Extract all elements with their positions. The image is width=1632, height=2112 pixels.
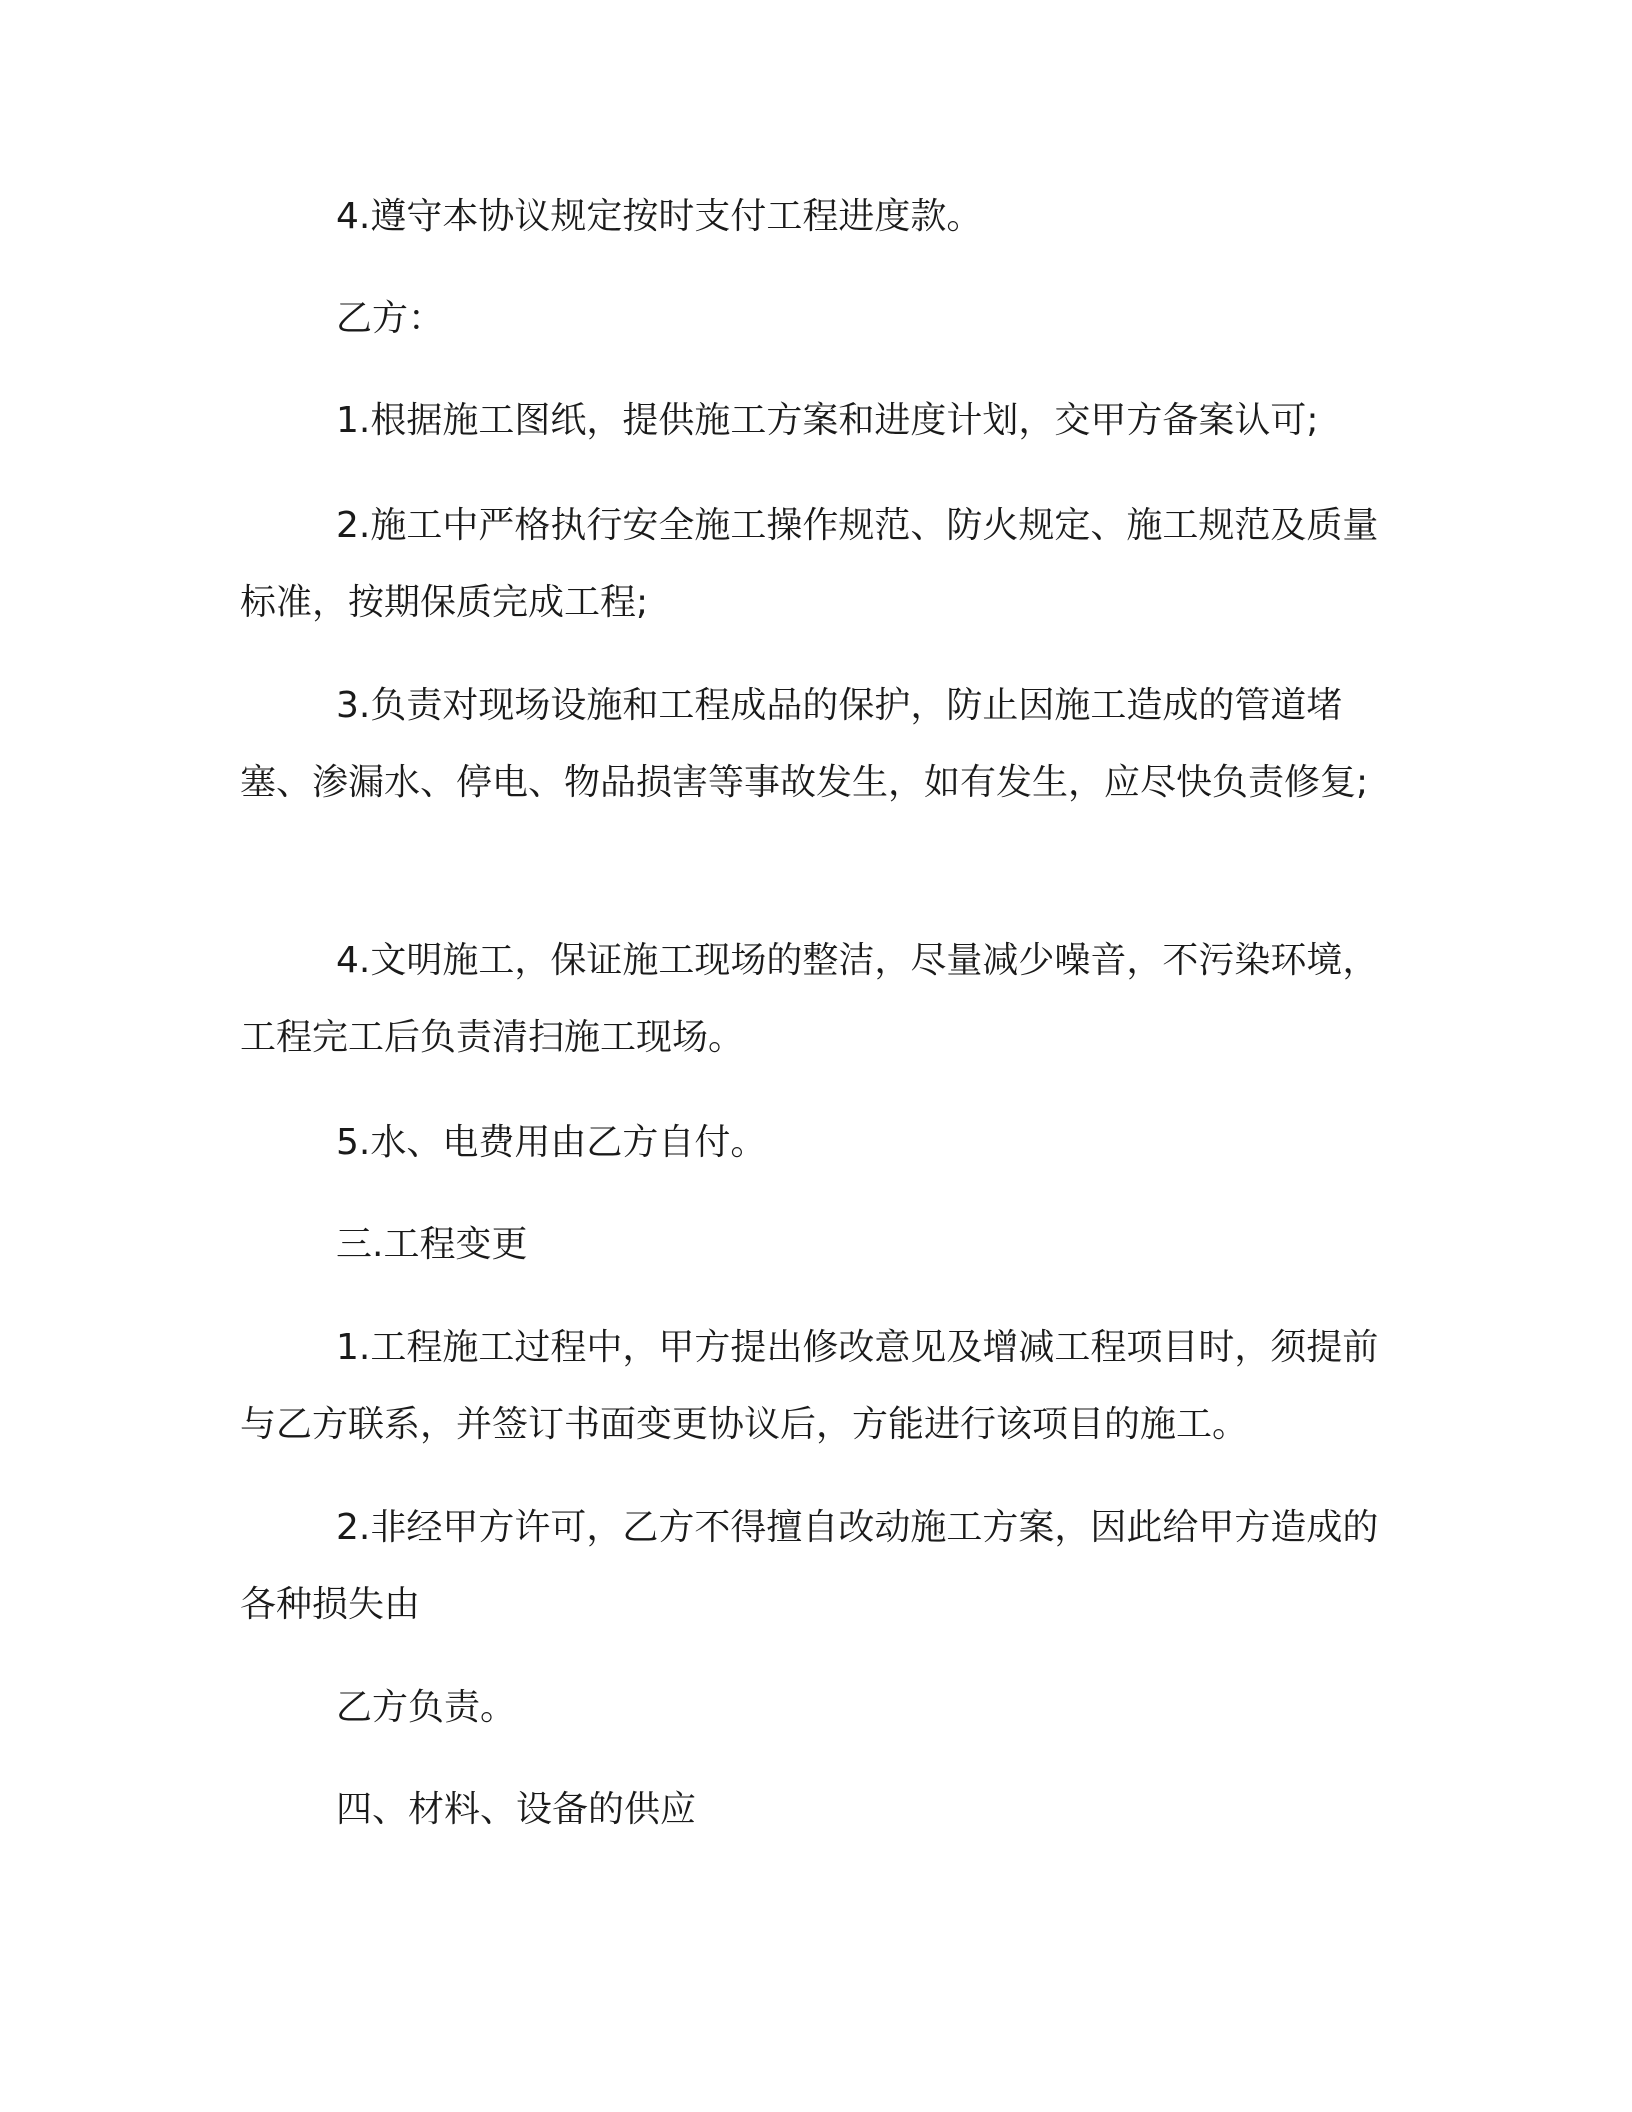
paragraph-site-protection: 3.负责对现场设施和工程成品的保护，防止因施工造成的管道堵塞、渗漏水、停电、物品损害等事故发生，如有发生，应尽快负责修复;: [240, 685, 1369, 803]
paragraph-party-b-responsible: 乙方负责。: [336, 1687, 517, 1728]
paragraph-change-request: 1.工程施工过程中，甲方提出修改意见及增减工程项目时，须提前与乙方联系，并签订书面变更协议后，方能进行该项目的施工。: [240, 1327, 1379, 1445]
section-four-heading: 四、材料、设备的供应: [336, 1789, 697, 1830]
paragraph-payment-obligation: 4.遵守本协议规定按时支付工程进度款。: [336, 196, 983, 237]
paragraph-construction-plan: 1.根据施工图纸，提供施工方案和进度计划，交甲方备案认可;: [336, 400, 1319, 441]
paragraph-utility-fees: 5.水、电费用由乙方自付。: [336, 1122, 767, 1163]
paragraph-unauthorized-change: 2.非经甲方许可，乙方不得擅自改动施工方案，因此给甲方造成的各种损失由: [240, 1507, 1379, 1625]
section-three-heading: 三.工程变更: [336, 1224, 528, 1265]
paragraph-safety-standards: 2.施工中严格执行安全施工操作规范、防火规定、施工规范及质量标准，按期保质完成工程;: [240, 505, 1379, 623]
party-b-heading: 乙方：: [336, 298, 445, 339]
paragraph-civilized-construction: 4.文明施工，保证施工现场的整洁，尽量减少噪音，不污染环境，工程完工后负责清扫施工现场。: [240, 940, 1379, 1058]
